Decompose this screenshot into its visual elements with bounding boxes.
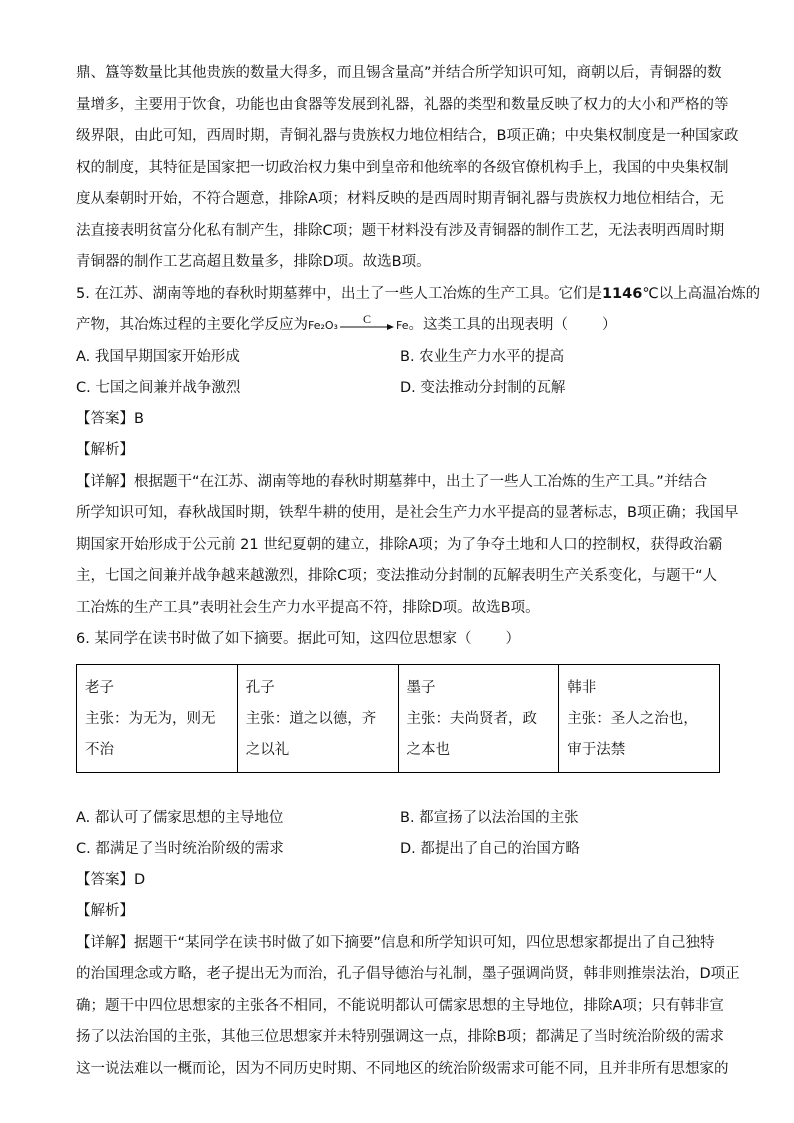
answer-label: 【答案】B <box>76 410 144 427</box>
text-line: 鼎、簋等数量比其他贵族的数量大得多，而且锡含量高”并结合所学知识可知，商朝以后，青铜器的数 <box>76 65 722 81</box>
text-line: 这一说法难以一概而论，因为不同历史时期、不同地区的统治阶级需求可能不同，且并非所有思想家的 <box>76 1060 729 1077</box>
text-line: 确；题干中四位思想家的主张各不相同，不能说明都认可儒家思想的主导地位，排除A项；只有韩非宣 <box>76 997 724 1014</box>
thinker-claim: 主张：为无为，则无不治 <box>85 710 216 758</box>
table-cell <box>77 664 238 772</box>
previous-explanation <box>76 58 739 279</box>
question-6 <box>76 624 740 1085</box>
thinker-name: 韩非 <box>567 679 597 696</box>
stem-text: 产物，其冶炼过程的主要化学反应为 <box>76 317 308 333</box>
option-d: D. 都提出了自己的治国方略 <box>400 840 580 857</box>
detail-label: 【详解】 <box>76 473 134 490</box>
options-grid <box>76 803 720 865</box>
text-line: 主，七国之间兼并战争越来越激烈，排除C项；变法推动分封制的瓦解表明生产关系变化，与题干“人 <box>76 568 718 584</box>
thinker-claim: 主张：道之以德，齐之以礼 <box>245 710 377 758</box>
text-line: 青铜器的制作工艺高超且数量多，排除D项。故选B项。 <box>76 254 431 270</box>
options-grid <box>76 342 720 404</box>
text-line: 法直接表明贫富分化私有制产生，排除C项；题干材料没有涉及青铜器的制作工艺，无法表明西周时期 <box>76 222 725 239</box>
chemical-reactant: Fe₂O₃ <box>308 319 338 332</box>
option-d: D. 变法推动分封制的瓦解 <box>400 379 566 396</box>
thinker-name: 墨子 <box>406 679 436 696</box>
detail-explanation <box>76 928 740 1086</box>
analysis-label: 【解析】 <box>76 442 134 458</box>
reaction-condition: C <box>362 312 371 326</box>
stem-text: 。这类工具的出现表明（ <box>408 317 568 333</box>
arrow-icon <box>340 323 394 331</box>
stem-text: 6. 某同学在读书时做了如下摘要。据此可知，这四位思想家（ <box>76 631 472 647</box>
stem-text: ） <box>601 317 617 333</box>
thinker-name: 老子 <box>85 679 114 696</box>
table-cell <box>237 664 398 772</box>
thinker-name: 孔子 <box>245 679 275 696</box>
detail-label: 【详解】 <box>76 934 134 951</box>
detail-text: 据题干“某同学在读书时做了如下摘要”信息和所学知识可知，四位思想家都提出了自己独特 <box>134 934 715 951</box>
text-line: 期国家开始形成于公元前 21 世纪夏朝的建立，排除A项；为了争夺土地和人口的控制权，获得政治霸 <box>76 536 723 553</box>
document-page <box>76 58 761 1085</box>
option-a: A. 我国早期国家开始形成 <box>76 348 240 365</box>
temperature-value: 1146 <box>601 285 643 302</box>
thinker-claim: 主张：圣人之治也，审于法禁 <box>567 710 698 758</box>
detail-explanation <box>76 467 739 625</box>
text-line <box>76 467 720 499</box>
thinkers-table <box>76 664 720 773</box>
text-line: 度从秦朝时开始，不符合题意，排除A项；材料反映的是西周时期青铜礼器与贵族权力地位相结合，无 <box>76 191 724 207</box>
table-row <box>77 664 720 772</box>
analysis-label: 【解析】 <box>76 903 134 919</box>
option-b: B. 农业生产力水平的提高 <box>400 348 565 365</box>
text-line: 级界限，由此可知，西周时期，青铜礼器与贵族权力地位相结合，B项正确；中央集权制度是一种国家政 <box>76 128 739 144</box>
option-c: C. 都满足了当时统治阶级的需求 <box>76 840 284 857</box>
text-line: 工冶炼的生产工具”表明社会生产力水平提高不符，排除D项。故选B项。 <box>76 599 540 616</box>
table-cell <box>398 664 559 772</box>
option-a: A. 都认可了儒家思想的主导地位 <box>76 809 284 826</box>
text-line: 扬了以法治国的主张，其他三位思想家并未特别强调这一点，排除B项；都满足了当时统治阶级的需求 <box>76 1029 724 1045</box>
detail-text: 根据题干“在江苏、湖南等地的春秋时期墓葬中，出土了一些人工冶炼的生产工具。”并结合 <box>134 473 708 490</box>
thinker-claim: 主张：夫尚贤者，政之本也 <box>406 710 537 758</box>
option-b: B. 都宣扬了以法治国的主张 <box>400 809 579 826</box>
question-5 <box>76 279 761 625</box>
text-line: 量增多，主要用于饮食，功能也由食器等发展到礼器，礼器的类型和数量反映了权力的大小和严格的等 <box>76 96 729 113</box>
reaction-arrow <box>340 312 394 331</box>
table-cell <box>559 664 720 772</box>
answer-label: 【答案】D <box>76 871 146 888</box>
stem-text: ） <box>505 631 520 647</box>
stem-text: ℃以上高温冶炼的 <box>642 285 761 302</box>
question-stem-line <box>76 279 761 311</box>
question-stem-line <box>76 624 720 656</box>
text-line: 所学知识可知，春秋战国时期，铁犁牛耕的使用，是社会生产力水平提高的显著标志，B项正确；我国早 <box>76 505 739 521</box>
question-stem-line <box>76 310 720 342</box>
text-line: 的治国理念或方略，老子提出无为而治，孔子倡导德治与礼制，墨子强调尚贤，韩非则推崇法治，D项正 <box>76 966 740 982</box>
text-line <box>76 928 720 960</box>
chemical-product: Fe <box>395 319 409 332</box>
text-line: 权的制度，其特征是国家把一切政治权力集中到皇帝和他统率的各级官僚机构手上，我国的中央集权制 <box>76 159 729 176</box>
stem-text: 5. 在江苏、湖南等地的春秋时期墓葬中，出土了一些人工冶炼的生产工具。它们是 <box>76 285 602 302</box>
option-c: C. 七国之间兼并战争激烈 <box>76 379 241 396</box>
